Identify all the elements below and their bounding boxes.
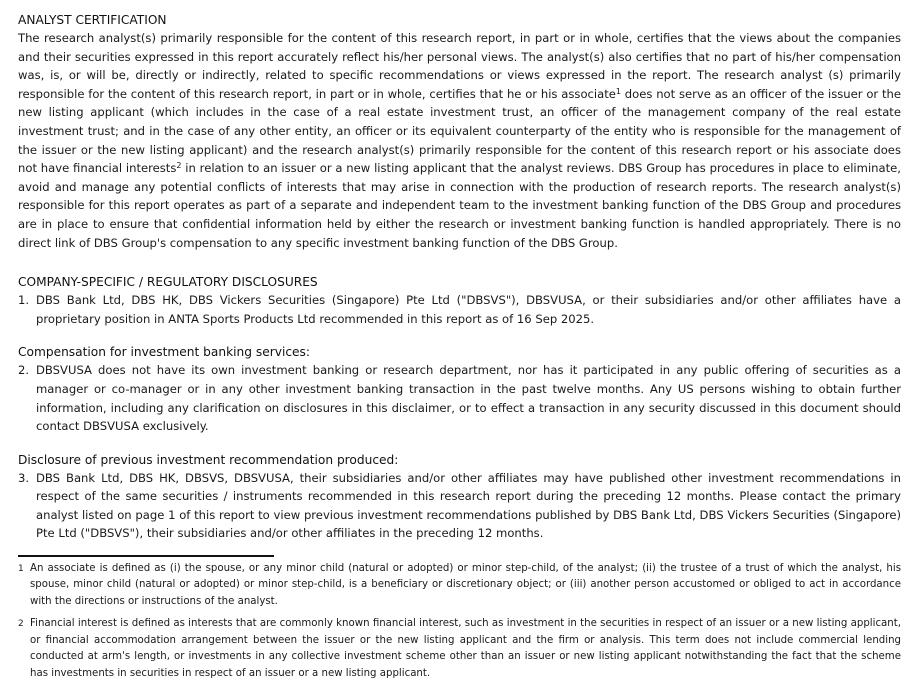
item-text: DBS Bank Ltd, DBS HK, DBSVS, DBSVUSA, their subsidiaries and/or other affiliates may have published other investment recommendations in respect of the same securities / instruments recommended in this research report during the preceding 12 months. Please contact the primary analyst listed on page 1 of this report to view previous investment recommendations published by DBS Bank Ltd, DBS Vickers Securities (Singapore) Pte Ltd ("DBSVS"), their subsidiaries and/or other affiliates in the preceding 12 months. [36, 470, 901, 541]
footnote [18, 616, 901, 682]
item-text: DBSVUSA does not have its own investment banking or research department, nor has it participated in any public offering of securities as a manager or co-manager or in any other investment banking transaction in the past twelve months. Any US persons wishing to obtain further information, including any clarification on disclosures in this disclaimer, or to effect a transaction in any security discussed in this document should contact DBSVUSA exclusively. [36, 363, 901, 434]
footnote-ref-2: 2 [176, 161, 182, 171]
compensation-heading: Compensation for investment banking services: [18, 345, 310, 360]
compensation-section [18, 344, 901, 435]
footnote [18, 561, 901, 610]
analyst-certification-heading: ANALYST CERTIFICATION [18, 13, 167, 27]
item-text: DBS Bank Ltd, DBS HK, DBS Vickers Securities (Singapore) Pte Ltd ("DBSVS"), DBSVUSA, or their subsidiaries and/or other affiliates have a proprietary position in ANTA Sports Products Ltd recommended in this report as of 16 Sep 2025. [36, 293, 901, 326]
analyst-certification-text-part3: in relation to an issuer or a new listing applicant that the analyst reviews. DBS Group has procedures in place to eliminate, avoid and manage any potential conflicts of interests that may arise in connection with the production of research reports. The research analyst(s) responsible for this report operates as part of a separate and independent team to the investment banking function of the DBS Group and procedures are in place to ensure that confidential information held by either the research or investment banking function is handled appropriately. There is no direct link of DBS Group's compensation to any specific investment banking function of the DBS Group. [18, 161, 901, 250]
previous-recommendation-heading: Disclosure of previous investment recommendation produced: [18, 452, 399, 467]
company-disclosures-heading: COMPANY-SPECIFIC / REGULATORY DISCLOSURES [18, 275, 318, 290]
list-item [18, 469, 901, 543]
footnote-number: 2 [18, 619, 24, 630]
analyst-certification-text-part1: The research analyst(s) primarily responsible for the content of this research report, in part or in whole, certifies that the views about the companies and their securities expressed in this report accurately reflect his/her personal views. The analyst(s) also certifies that no part of his/her compensation was, is, or will be, directly or indirectly, related to specific recommendations or views expressed in the report. The research analyst (s) primarily responsible for the content of this research report, in part or in whole, certifies that he or his associate [18, 31, 901, 101]
footnote-ref-1: 1 [615, 86, 622, 96]
footnote-divider [18, 555, 274, 557]
list-item [18, 291, 901, 328]
disclaimer-page [18, 12, 901, 682]
analyst-certification-text-part2: does not serve as an officer of the issuer or the new listing applicant (which includes in the case of a real estate investment trust, an officer of the management company of the real estate investment trust; and in the case of any other entity, an officer or its equivalent counterparty of the entity who is responsible for the management of the issuer or the new listing applicant) and the research analyst(s) primarily responsible for the content of this research report or his associate does not have financial interests [18, 86, 901, 176]
item-number: 1. [18, 293, 30, 308]
analyst-certification-text [18, 29, 901, 252]
previous-recommendation-section [18, 452, 901, 543]
footnote-number: 1 [18, 564, 24, 575]
item-number: 2. [18, 363, 30, 378]
footnote-text: Financial interest is defined as interests that are commonly known financial interest, such as investment in the securities in respect of an issuer or a new listing applicant, or financial accommodation arrangement between the issuer or the new listing applicant and the firm or analysis. This term does not include commercial lending conducted at arm's length, or investments in any collective investment scheme other than an issuer or new listing applicant notwithstanding the fact that the scheme has investments in securities in respect of an issuer or a new listing applicant. [30, 618, 901, 679]
footnote-text: An associate is defined as (i) the spouse, or any minor child (natural or adopted) or minor step-child, of the analyst; (ii) the trustee of a trust of which the analyst, his spouse, minor child (natural or adopted) or minor step-child, is a beneficiary or discretionary object; or (iii) another person accustomed or obliged to act in accordance with the directions or instructions of the analyst. [30, 563, 901, 607]
analyst-certification-section [18, 12, 901, 252]
list-item [18, 361, 901, 435]
item-number: 3. [18, 470, 30, 485]
footnotes [18, 561, 901, 682]
company-disclosures-section [18, 274, 901, 328]
